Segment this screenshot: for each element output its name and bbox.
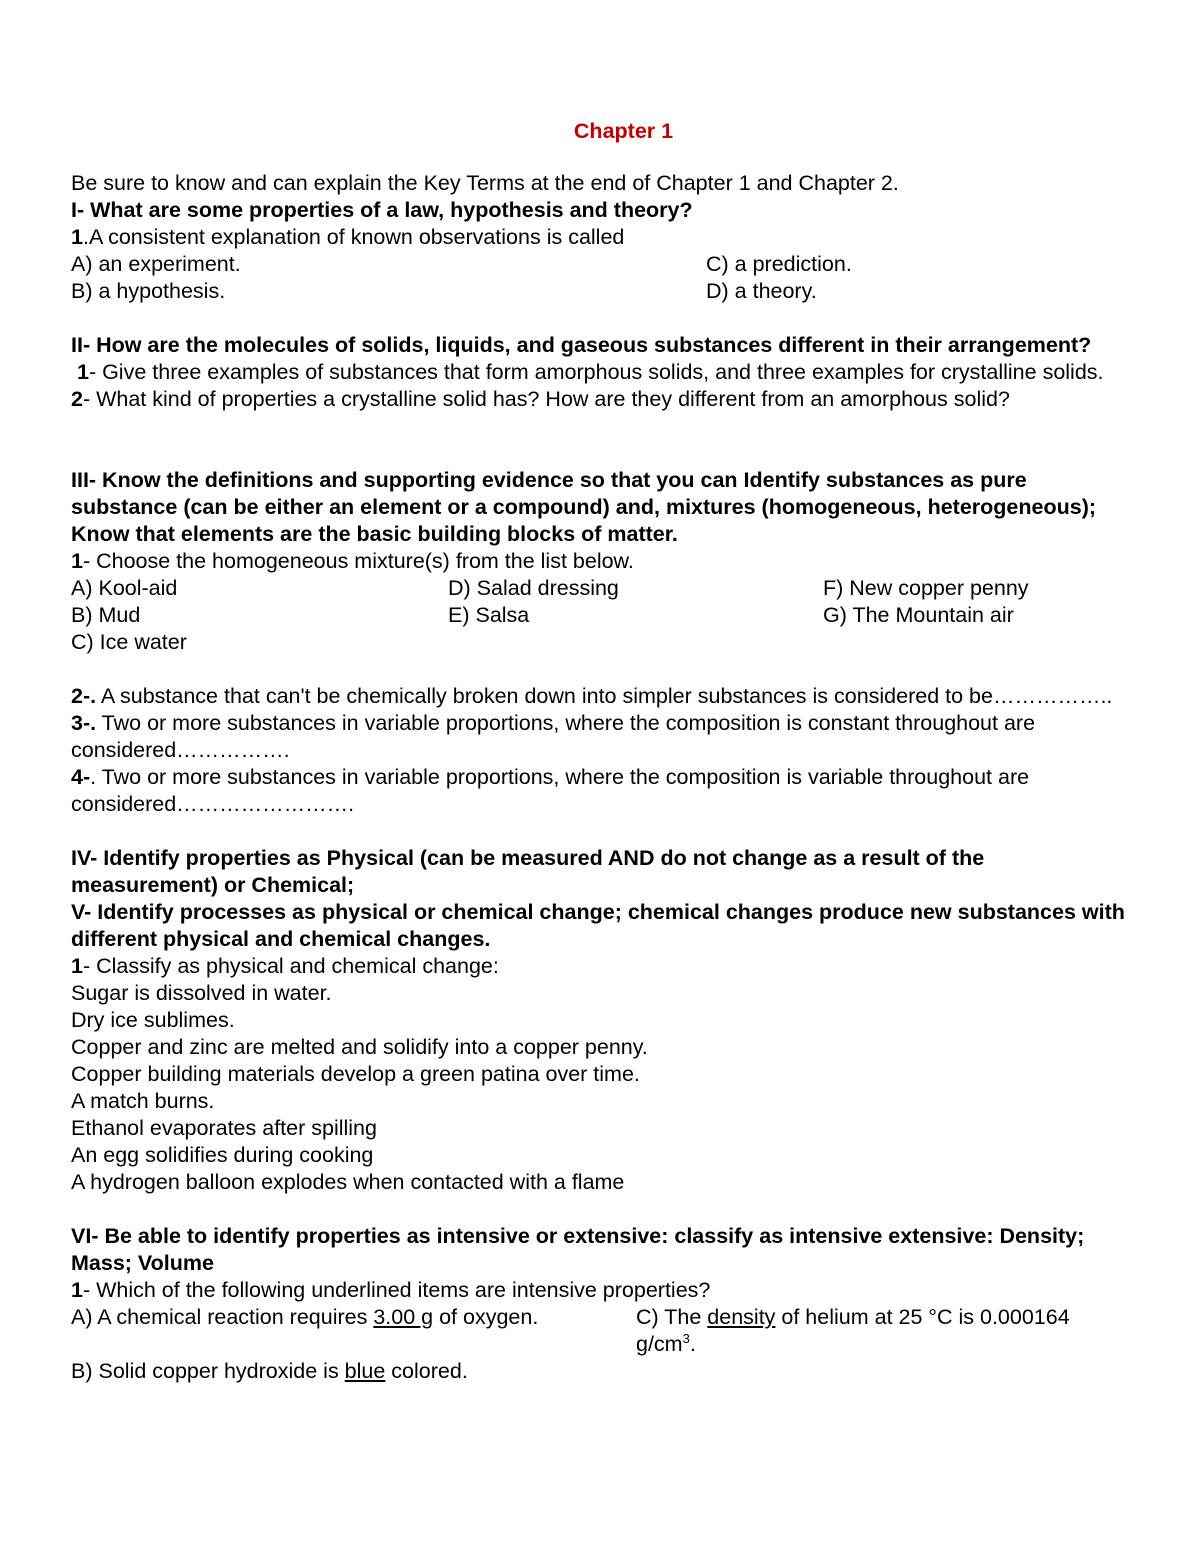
section-3-heading: III- Know the definitions and supporting evidence so that you can Identify substances as pure substance (can be either an element or a compound) and, mixtures (homogeneous, heterogeneous); Know that elements are the basic building blocks of matter. [71, 468, 1097, 546]
option-f: F) New copper penny [823, 576, 1029, 600]
option-text: A) A chemical reaction requires [71, 1305, 374, 1329]
superscript: 3 [682, 1330, 690, 1346]
s2-question-1 [71, 359, 1136, 386]
intro-text: Be sure to know and can explain the Key Terms at the end of Chapter 1 and Chapter 2. [71, 171, 899, 195]
option-a: A) Kool-aid [71, 576, 178, 600]
section-4-heading: IV- Identify properties as Physical (can be measured AND do not change as a result of the measurement) or Chemical; [71, 846, 985, 897]
page-title: Chapter 1 [573, 119, 674, 143]
option-text: of helium at 25 °C is 0.000164 g/cm [636, 1305, 1070, 1356]
option-text: colored. [385, 1359, 468, 1383]
question-number: 1 [71, 549, 83, 573]
list-item: Ethanol evaporates after spilling [71, 1116, 377, 1140]
option-c: C) Ice water [71, 630, 187, 654]
option-d: D) Salad dressing [448, 576, 619, 600]
underlined-term: blue [344, 1359, 386, 1383]
question-text: - Classify as physical and chemical change: [82, 954, 499, 978]
question-text: A substance that can't be chemically broken down into simpler substances is considered to be…………….. [96, 684, 1113, 708]
list-item: Copper and zinc are melted and solidify into a copper penny. [71, 1035, 648, 1059]
question-number: 3-. [71, 711, 97, 735]
option-c: C) a prediction. [706, 252, 852, 276]
s1-options-row-2 [71, 278, 1136, 305]
s3-options-row-1 [71, 575, 1136, 602]
question-number: 4- [71, 765, 91, 789]
list-item: Dry ice sublimes. [71, 1008, 235, 1032]
option-text: B) Solid copper hydroxide is [71, 1359, 345, 1383]
option-g: G) The Mountain air [823, 603, 1014, 627]
question-text: - Which of the following underlined items are intensive properties? [82, 1278, 711, 1302]
question-text: .A consistent explanation of known observations is called [82, 225, 625, 249]
option-d: D) a theory. [706, 279, 817, 303]
s6-question-1 [71, 1277, 1136, 1304]
option-e: E) Salsa [448, 603, 530, 627]
s3-question-4 [71, 764, 1136, 818]
option-c [636, 1304, 1116, 1358]
s1-question-1 [71, 224, 1136, 251]
option-text: C) The [636, 1305, 708, 1329]
section-5-heading: V- Identify processes as physical or chemical change; chemical changes produce new substances with different physical and chemical changes. [71, 900, 1125, 951]
list-item: A hydrogen balloon explodes when contacted with a flame [71, 1170, 625, 1194]
list-item: Sugar is dissolved in water. [71, 981, 332, 1005]
list-item: An egg solidifies during cooking [71, 1143, 374, 1167]
document-page [71, 118, 1136, 1385]
section-1-heading: I- What are some properties of a law, hypothesis and theory? [71, 198, 693, 222]
question-text: Two or more substances in variable proportions, where the composition is constant throughout are considered……………. [71, 711, 1036, 762]
underlined-term: 3.00 g [373, 1305, 434, 1329]
question-text: . Two or more substances in variable proportions, where the composition is variable throughout are considered……………………. [71, 765, 1030, 816]
question-text: - Choose the homogeneous mixture(s) from the list below. [82, 549, 634, 573]
s3-options-row-2 [71, 602, 1136, 629]
s2-question-2 [71, 386, 1136, 413]
question-number: 1 [71, 1278, 83, 1302]
question-number: 1 [71, 360, 89, 384]
question-number: 1 [71, 225, 83, 249]
question-number: 2-. [71, 684, 97, 708]
option-a [71, 1304, 636, 1358]
question-number: 1 [71, 954, 83, 978]
option-text: . [689, 1332, 696, 1356]
list-item: Copper building materials develop a green patina over time. [71, 1062, 640, 1086]
question-number: 2 [71, 387, 83, 411]
s5-question-1 [71, 953, 1136, 980]
option-a: A) an experiment. [71, 252, 241, 276]
option-text: of oxygen. [433, 1305, 539, 1329]
s6-options-row-1 [71, 1304, 1136, 1358]
s1-options-row-1 [71, 251, 1136, 278]
option-b: B) a hypothesis. [71, 279, 226, 303]
s3-question-2 [71, 683, 1136, 710]
section-6-heading: VI- Be able to identify properties as intensive or extensive: classify as intensive extensive: Density; Mass; Volume [71, 1224, 1085, 1275]
option-b [71, 1358, 1136, 1385]
s3-options-row-3 [71, 629, 1136, 656]
option-b: B) Mud [71, 603, 141, 627]
s3-question-1 [71, 548, 1136, 575]
question-text: - What kind of properties a crystalline solid has? How are they different from an amorphous solid? [82, 387, 1010, 411]
underlined-term: density [707, 1305, 776, 1329]
question-text: - Give three examples of substances that form amorphous solids, and three examples for crystalline solids. [88, 360, 1104, 384]
section-2-heading: II- How are the molecules of solids, liquids, and gaseous substances different in their arrangement? [71, 333, 1092, 357]
s3-question-3 [71, 710, 1136, 764]
list-item: A match burns. [71, 1089, 215, 1113]
